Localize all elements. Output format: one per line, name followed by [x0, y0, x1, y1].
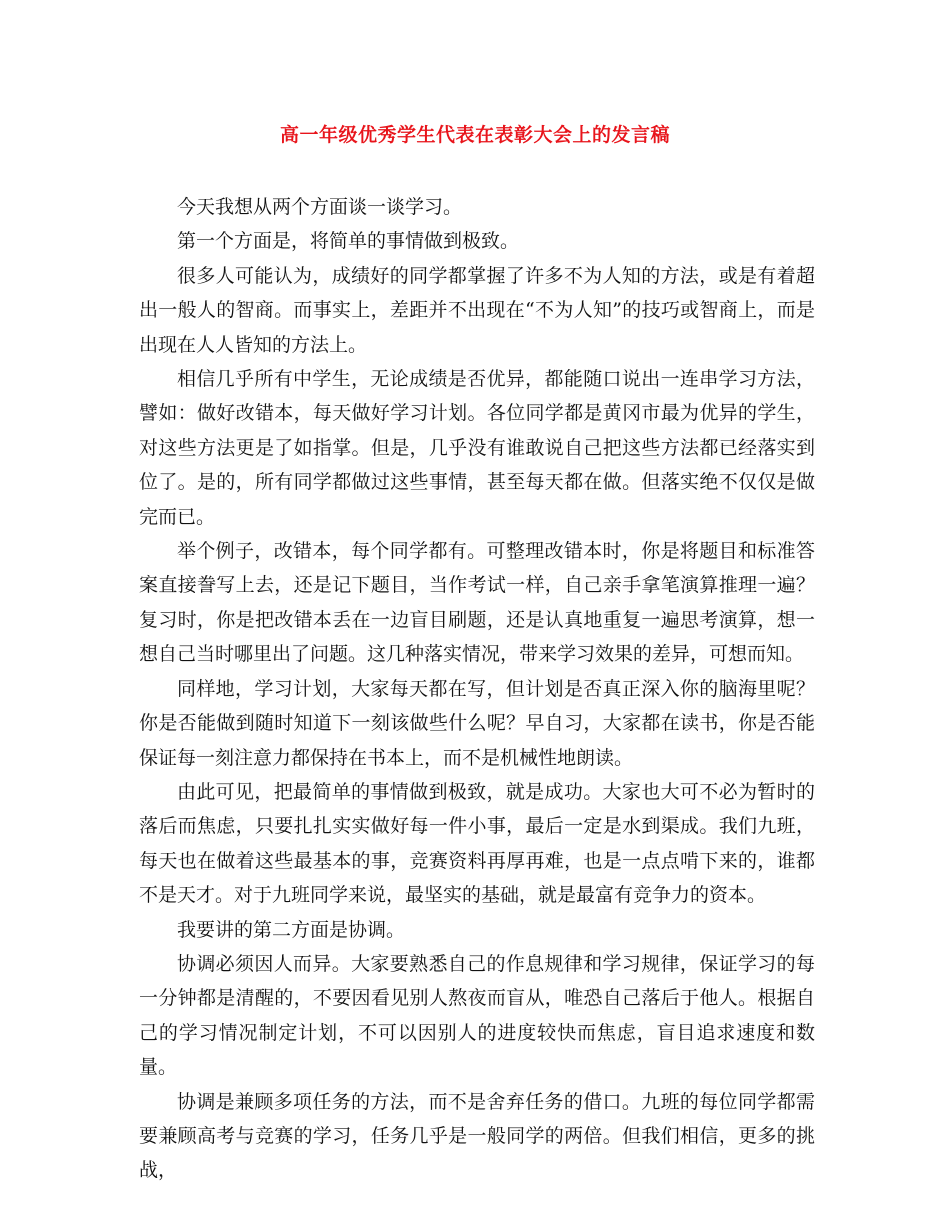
paragraph: 举个例子，改错本，每个同学都有。可整理改错本时，你是将题目和标准答案直接誊写上去，还是记下题目，当作考试一样，自己亲手拿笔演算推理一遍？复习时，你是把改错本丢在一边盲目刷题，还是认真地重复一遍思考演算，想一想自己当时哪里出了问题。这几种落实情况，带来学习效果的差异，可想而知。 — [139, 540, 815, 666]
document-body — [139, 190, 815, 1188]
paragraph: 同样地，学习计划，大家每天都在写，但计划是否真正深入你的脑海里呢？你是否能做到随时知道下一刻该做些什么呢？早自习，大家都在读书，你是否能保证每一刻注意力都保持在书本上，而不是机械性地朗读。 — [139, 677, 815, 769]
paragraph: 协调必须因人而异。大家要熟悉自己的作息规律和学习规律，保证学习的每一分钟都是清醒的，不要因看见别人熬夜而盲从，唯恐自己落后于他人。根据自己的学习情况制定计划，不可以因别人的进度较快而焦虑，盲目追求速度和数量。 — [139, 952, 815, 1079]
paragraph: 今天我想从两个方面谈一谈学习。 — [177, 196, 463, 218]
paragraph: 协调是兼顾多项任务的方法，而不是舍弃任务的借口。九班的每位同学都需要兼顾高考与竞赛的学习，任务几乎是一般同学的两倍。但我们相信，更多的挑战， — [139, 1090, 815, 1182]
document-title: 高一年级优秀学生代表在表彰大会上的发言稿 — [279, 124, 670, 146]
paragraph: 我要讲的第二方面是协调。 — [177, 918, 406, 941]
paragraph: 很多人可能认为，成绩好的同学都掌握了许多不为人知的方法，或是有着超出一般人的智商。而事实上，差距并不出现在“不为人知”的技巧或智商上，而是出现在人人皆知的方法上。 — [139, 264, 815, 356]
paragraph: 由此可见，把最简单的事情做到极致，就是成功。大家也大可不必为暂时的落后而焦虑，只要扎扎实实做好每一件小事，最后一定是水到渠成。我们九班，每天也在做着这些最基本的事，竞赛资料再厚再难，也是一点点啃下来的，谁都不是天才。对于九班同学来说，最坚实的基础，就是最富有竞争力的资本。 — [139, 780, 815, 907]
paragraph: 相信几乎所有中学生，无论成绩是否优异，都能随口说出一连串学习方法，譬如：做好改错本，每天做好学习计划。各位同学都是黄冈市最为优异的学生，对这些方法更是了如指掌。但是，几乎没有谁敢说自己把这些方法都已经落实到位了。是的，所有同学都做过这些事情，甚至每天都在做。但落实绝不仅仅是做完而已。 — [139, 368, 815, 528]
paragraph: 第一个方面是，将简单的事情做到极致。 — [177, 230, 520, 253]
